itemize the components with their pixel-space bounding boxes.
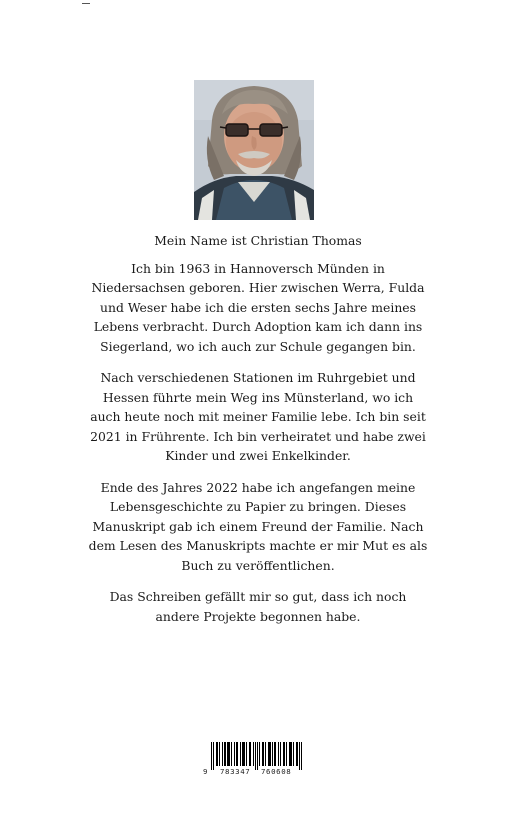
bio-paragraph: Das Schreiben gefällt mir so gut, dass ich noch andere Projekte begonnen habe.	[109, 589, 407, 624]
corner-mark	[82, 3, 90, 4]
bio-paragraph: Nach verschiedenen Stationen im Ruhrgebiet und Hessen führte mein Weg ins Münsterland, wo ich auch heute noch mit meiner Familie lebe. Ich bin seit 2021 in Frührente. Ich bin verheiratet und habe zwei Kinder und zwei Enkelkinder.	[90, 370, 426, 464]
barcode-bars	[211, 742, 305, 770]
isbn-barcode	[203, 742, 307, 776]
author-photo	[194, 80, 314, 220]
barcode-right-group: 760608	[261, 767, 292, 776]
author-intro: Mein Name ist Christian Thomas	[154, 233, 362, 248]
barcode-left-group: 783347	[220, 767, 251, 776]
barcode-digits	[203, 767, 307, 777]
author-bio	[88, 231, 428, 638]
bio-paragraph: Ich bin 1963 in Hannoversch Münden in Niedersachsen geboren. Hier zwischen Werra, Fulda und Weser habe ich die ersten sechs Jahre meines Lebens verbracht. Durch Adoption kam ich dann ins Siegerland, wo ich auch zur Schule gegangen bin.	[91, 260, 425, 354]
bio-paragraph: Ende des Jahres 2022 habe ich angefangen meine Lebensgeschichte zu Papier zu bringen. Dieses Manuskript gab ich einem Freund der Familie. Nach dem Lesen des Manuskripts machte er mir Mut es als Buch zu veröffentlichen.	[88, 479, 428, 573]
barcode-first-digit: 9	[203, 767, 208, 776]
